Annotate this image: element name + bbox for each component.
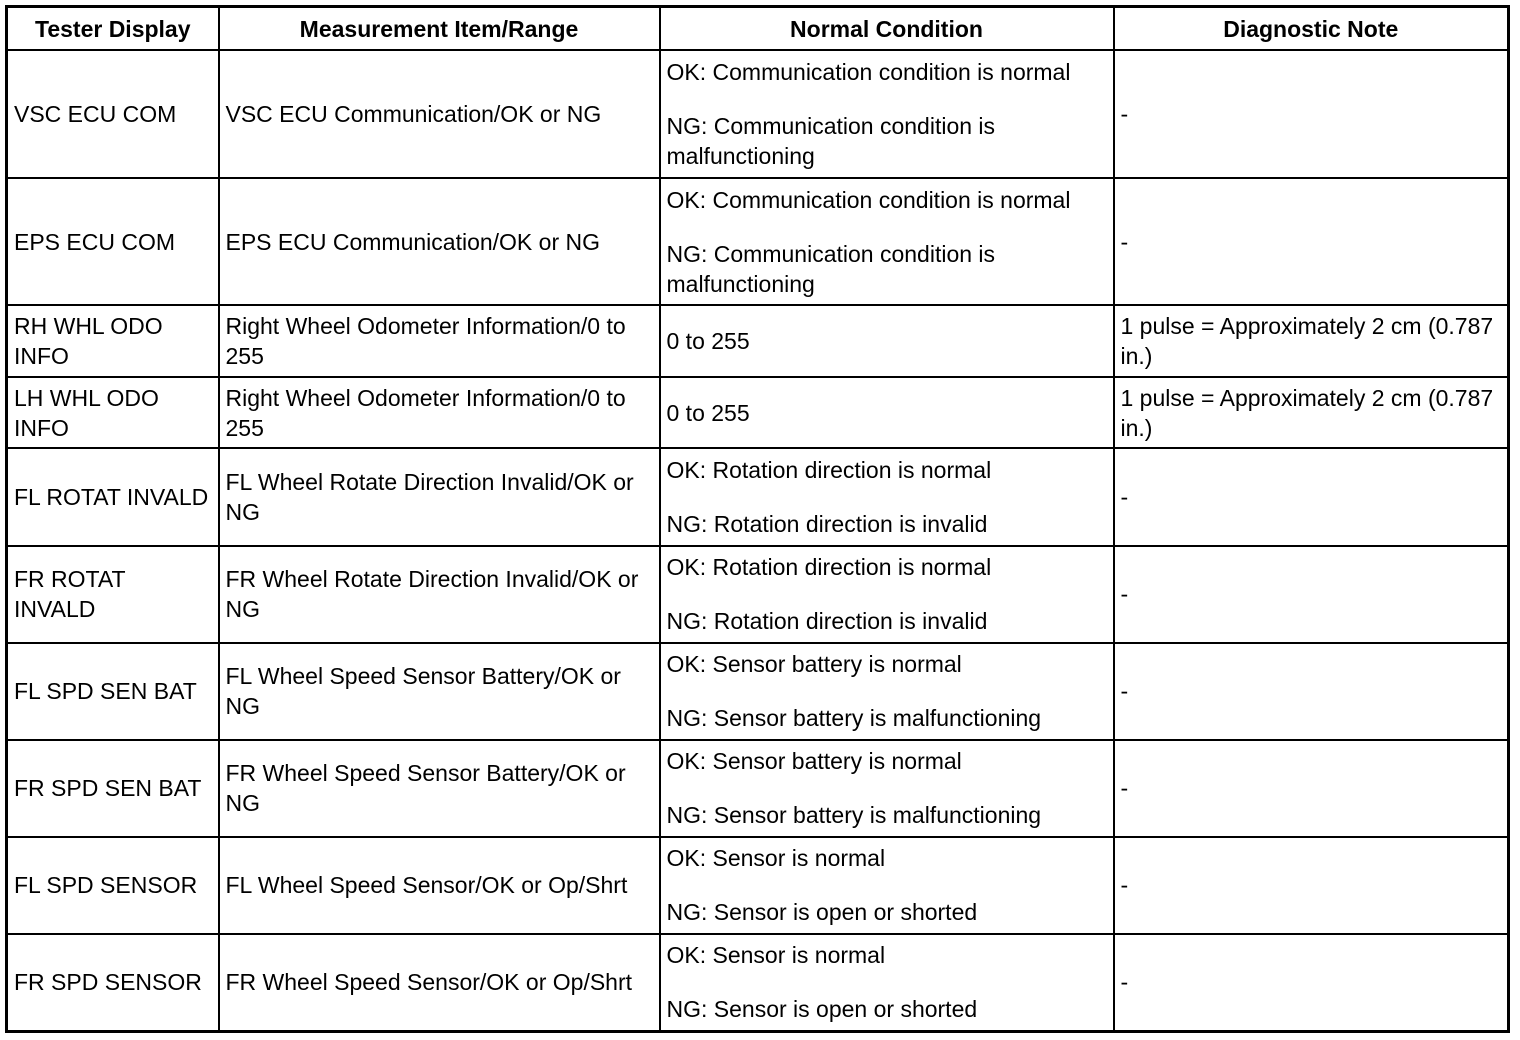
measurement-item-cell: FR Wheel Rotate Direction Invalid/OK or NG: [219, 546, 660, 643]
normal-condition-cell: [660, 643, 1114, 740]
diagnostic-note-cell: 1 pulse = Approximately 2 cm (0.787 in.): [1114, 377, 1509, 449]
normal-condition-cell: 0 to 255: [660, 305, 1114, 377]
tester-display-cell: FR ROTAT INVALD: [7, 546, 219, 643]
table-row: [7, 740, 1509, 837]
data-list-table: [5, 5, 1510, 1033]
condition-ng-text: NG: Rotation direction is invalid: [666, 608, 988, 635]
measurement-item-cell: FL Wheel Rotate Direction Invalid/OK or NG: [219, 448, 660, 545]
diagnostic-note-cell: -: [1114, 50, 1509, 178]
condition-ng-text: NG: Sensor battery is malfunctioning: [666, 802, 1042, 829]
measurement-item-cell: FL Wheel Speed Sensor Battery/OK or NG: [219, 643, 660, 740]
table-row: [7, 305, 1509, 377]
normal-condition-cell: [660, 740, 1114, 837]
condition-ok-text: OK: Sensor battery is normal: [666, 748, 962, 775]
diagnostic-note-cell: 1 pulse = Approximately 2 cm (0.787 in.): [1114, 305, 1509, 377]
normal-condition-cell: [660, 934, 1114, 1032]
measurement-item-cell: FR Wheel Speed Sensor Battery/OK or NG: [219, 740, 660, 837]
condition-ng-text: NG: Sensor is open or shorted: [666, 899, 978, 926]
normal-condition-cell: [660, 448, 1114, 545]
normal-condition-cell: [660, 50, 1114, 178]
tester-display-cell: FR SPD SEN BAT: [7, 740, 219, 837]
normal-condition-cell: 0 to 255: [660, 377, 1114, 449]
condition-ok-text: OK: Sensor is normal: [666, 942, 886, 969]
diagnostic-note-cell: -: [1114, 837, 1509, 934]
tester-display-cell: LH WHL ODO INFO: [7, 377, 219, 449]
tester-display-cell: FL SPD SENSOR: [7, 837, 219, 934]
condition-ok-text: OK: Sensor is normal: [666, 845, 886, 872]
condition-ng-text: NG: Communication condition is malfunctioning: [666, 112, 996, 169]
tester-display-cell: FL SPD SEN BAT: [7, 643, 219, 740]
table-row: [7, 934, 1509, 1032]
measurement-item-cell: EPS ECU Communication/OK or NG: [219, 178, 660, 306]
header-diagnostic-note: Diagnostic Note: [1114, 7, 1509, 51]
condition-ng-text: NG: Rotation direction is invalid: [666, 511, 988, 537]
table-row: [7, 837, 1509, 934]
condition-ng-text: NG: Sensor is open or shorted: [666, 996, 978, 1023]
diagnostic-note-cell: -: [1114, 643, 1509, 740]
diagnostic-note-cell: -: [1114, 740, 1509, 837]
measurement-item-cell: Right Wheel Odometer Information/0 to 255: [219, 377, 660, 449]
table-row: [7, 546, 1509, 643]
tester-display-cell: FR SPD SENSOR: [7, 934, 219, 1032]
table-row: [7, 50, 1509, 178]
tester-display-cell: EPS ECU COM: [7, 178, 219, 306]
condition-ok-text: OK: Sensor battery is normal: [666, 651, 962, 678]
condition-ng-text: NG: Communication condition is malfunctioning: [666, 240, 996, 297]
header-tester-display: Tester Display: [7, 7, 219, 51]
tester-display-cell: VSC ECU COM: [7, 50, 219, 178]
condition-ok-text: OK: Communication condition is normal: [666, 58, 1071, 85]
measurement-item-cell: VSC ECU Communication/OK or NG: [219, 50, 660, 178]
table-row: [7, 448, 1509, 545]
condition-ng-text: NG: Sensor battery is malfunctioning: [666, 705, 1042, 732]
table-row: [7, 643, 1509, 740]
normal-condition-cell: [660, 178, 1114, 306]
diagnostic-note-cell: -: [1114, 178, 1509, 306]
header-measurement-item: Measurement Item/Range: [219, 7, 660, 51]
diagnostic-note-cell: -: [1114, 934, 1509, 1032]
table-row: [7, 178, 1509, 306]
condition-ok-text: OK: Rotation direction is normal: [666, 457, 992, 483]
diagnostic-note-cell: -: [1114, 546, 1509, 643]
tester-display-cell: RH WHL ODO INFO: [7, 305, 219, 377]
header-normal-condition: Normal Condition: [660, 7, 1114, 51]
measurement-item-cell: FR Wheel Speed Sensor/OK or Op/Shrt: [219, 934, 660, 1032]
diagnostic-note-cell: -: [1114, 448, 1509, 545]
table-row: [7, 377, 1509, 449]
tester-display-cell: FL ROTAT INVALD: [7, 448, 219, 545]
normal-condition-cell: [660, 546, 1114, 643]
normal-condition-cell: [660, 837, 1114, 934]
table-header-row: [7, 7, 1509, 51]
measurement-item-cell: FL Wheel Speed Sensor/OK or Op/Shrt: [219, 837, 660, 934]
condition-ok-text: OK: Communication condition is normal: [666, 186, 1071, 213]
measurement-item-cell: Right Wheel Odometer Information/0 to 255: [219, 305, 660, 377]
condition-ok-text: OK: Rotation direction is normal: [666, 554, 992, 581]
